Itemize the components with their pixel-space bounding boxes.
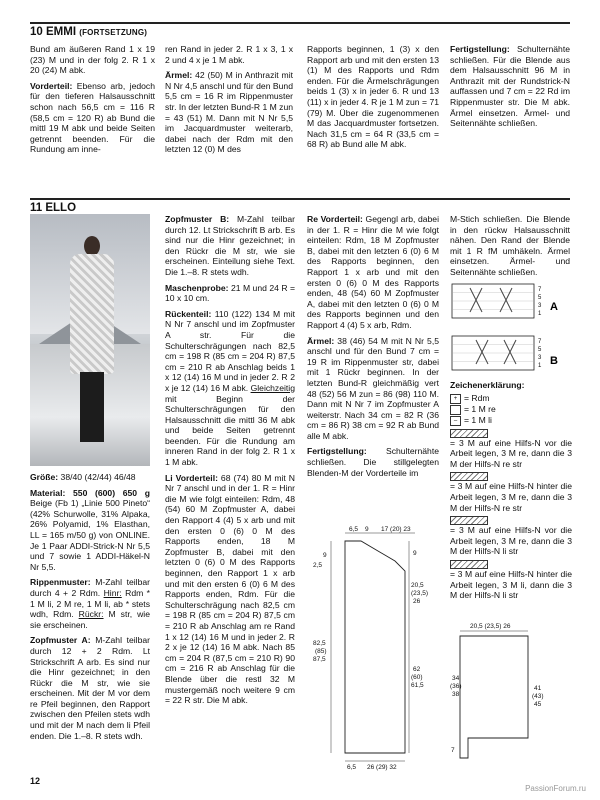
paragraph: Bund am äußeren Rand 1 x 19 (23) M und in der folg 2. R 1 x 20 (24) M abk. <box>30 44 155 76</box>
heading-aermel: Ärmel: <box>307 335 335 346</box>
model-photo <box>30 214 150 466</box>
heading-rippenmuster: Rippenmuster: <box>30 577 91 588</box>
section-title: 10 EMMI <box>30 26 77 38</box>
dim-label: 20,5 (23,5) 26 <box>470 623 511 630</box>
paragraph: 21 M und 24 R = 10 x 10 cm. <box>165 282 295 304</box>
paragraph: Schulternähte schließen. Für die Blende aus dem Halsausschnitt 96 M in Anthrazit mit der Rundstrick-N auffassen und 7 cm = 22 Rd im Rippenmuster str. Die M abk. Ärmel einsetzen. Ärmel- und Seitennähte schließen. <box>450 44 570 129</box>
row-number: 3 <box>538 355 542 361</box>
paragraph: Ebenso arb, jedoch für den tieferen Halsausschnitt schon nach 56,5 cm = 116 R (58,5 cm = 120 R) ab Bund die mittl 19 M abk und beide Seiten getrennt beenden. Für die Rundung am inne- <box>30 80 155 155</box>
legend-item <box>450 427 572 438</box>
heading-zopfmuster-a: Zopfmuster A: <box>30 635 91 646</box>
legend <box>450 380 572 601</box>
heading-re-vorderteil: Re Vorderteil: <box>307 214 363 224</box>
legend-text: = 1 M li <box>464 414 492 425</box>
ello-column-4 <box>450 214 570 283</box>
dim-label: 2,5 <box>313 562 323 569</box>
paragraph: M str, wie sie erscheinen. <box>30 609 150 630</box>
page-number: 12 <box>30 776 41 786</box>
dim-label: 20,5 <box>411 582 424 589</box>
underlined-term: Rückr: <box>78 609 104 620</box>
dim-label: 26 <box>413 598 421 605</box>
photo-cardigan <box>70 254 114 374</box>
dim-label: (43) <box>532 693 544 700</box>
heading-zopfmuster-b: Zopfmuster B: <box>165 214 230 224</box>
section-title: 11 ELLO <box>30 202 77 214</box>
cable-front-knit-symbol <box>450 429 488 438</box>
dim-label: (36) <box>450 683 462 690</box>
dim-label: (85) <box>315 648 327 655</box>
dim-label: 34 <box>452 675 460 682</box>
section-header-emmi <box>30 22 570 38</box>
watermark: PassionForum.ru <box>525 784 586 793</box>
emmi-column-4 <box>450 44 570 134</box>
emmi-column-3 <box>307 44 439 155</box>
legend-text: = 1 M re <box>464 403 496 414</box>
dim-label: 7 <box>451 747 455 754</box>
row-number: 1 <box>538 363 542 369</box>
front-outline <box>345 541 405 753</box>
ello-column-3 <box>307 214 439 483</box>
dim-label: 9 <box>365 526 369 533</box>
knit-stitch-symbol <box>450 405 461 415</box>
dim-label: 87,5 <box>313 656 326 663</box>
paragraph: M-Zahl teilbar durch 4 + 2 Rdm. <box>30 577 150 598</box>
paragraph: M-Zahl teilbar durch 12. Lt Strickschrift B arb. Es sind nur die Hinr gezeichnet; in den Rückr die M str, wie sie erscheinen. Einteilung siehe Text. Die 1.–8. R stets wdh. <box>165 214 295 277</box>
heading-li-vorderteil: Li Vorderteil: <box>165 472 218 483</box>
paragraph: ren Rand in jeder 2. R 1 x 3, 1 x 2 und 4 x je 1 M abk. <box>165 44 293 65</box>
dim-label: 61,5 <box>411 682 424 689</box>
row-number: 5 <box>538 295 542 301</box>
legend-text: = 3 M auf eine Hilfs-N vor die Arbeit legen, 3 M re, dann die 3 M der Hilfs-N re str <box>450 437 572 469</box>
paragraph: 38/40 (42/44) 46/48 <box>58 472 136 482</box>
row-number: 1 <box>538 311 542 317</box>
cable-front-purl-symbol <box>450 516 488 525</box>
purl-stitch-symbol: – <box>450 416 461 426</box>
paragraph: 38 (46) 54 M mit N Nr 5,5 anschl und für den Bund 7 cm = 19 R im Rippenmuster str, dabei mit 1 Rückr beginnen. In der letzten Bund-R gleichmäßig vert 48 (52) 56 M zun = 86 (98) 110 M. Dann mit N Nr 7 im Zopfmuster A weiterstr. Nach 34 cm = 82 R (36 cm = 86 R) 38 cm = 92 R ab Bund alle M abk. <box>307 335 439 441</box>
paragraph: 42 (50) M in Anthrazit mit N Nr 4,5 anschl und für den Bund 5,5 cm = 16 R im Rippenmuster str. In der letzten Bund-R 1 M zun = 43 (51) M. Dann mit N Nr 5,5 im Jacquardmuster weiterarb, dabei nach der Rdm mit den letzten 12 (0) M des <box>165 70 294 155</box>
chart-label-a: A <box>550 301 558 313</box>
paragraph: Rapports beginnen, 1 (3) x den Rapport arb und mit den ersten 13 (1) M des Rapports und Rdm enden. Für die Ärmelschrägungen beids 1 (3) x in jeder 6. R und 13 (11) x in jeder 4. R je 1 M zun = 71 (79) M. Über die zugenommenen M das Jacquardmuster fortsetzen. Nach 31,5 cm = 64 R (33,5 cm = 68 R) ab Bund alle M abk. <box>307 44 439 150</box>
cable-back-knit-symbol <box>450 472 488 481</box>
underlined-term: Hinr: <box>103 587 122 598</box>
sleeve-schematic <box>450 620 570 770</box>
paragraph: Beige (Fb 1) „Linie 500 Pineto“ (42% Schurwolle, 31% Alpaka, 26% Polyamid, 1% Elasthan, LL = 165 m/50 g) von ONLINE. Je 1 Paar ADDI-Strick-N Nr 5,5 und 7 sowie 1 ADDI-Häkel-N Nr 5,5. <box>30 498 150 572</box>
paragraph: Rdm * 1 M li, 2 M re, 1 M li, ab * stets wdh, Rdm. <box>30 587 151 620</box>
sleeve-outline <box>460 636 528 758</box>
ello-column-1 <box>30 472 150 746</box>
legend-item <box>450 415 572 426</box>
heading-rueckenteil: Rückenteil: <box>165 308 212 319</box>
row-number: 3 <box>538 303 542 309</box>
legend-item <box>450 470 572 481</box>
underlined-term: Gleichzeitig <box>250 382 295 393</box>
heading-maschenprobe: Maschenprobe: <box>165 282 229 293</box>
legend-item <box>450 514 572 525</box>
knitting-chart-b <box>450 334 565 374</box>
ello-column-2 <box>165 214 295 711</box>
emmi-column-2 <box>165 44 293 160</box>
paragraph: mit Beginn der Schulterschrägungen für den Halsausschnitt die mittl 36 M abk und beide Seiten getrennt beenden. Für die Rundung am inneren Rand in der folg 2. R 1 x 1 M abk. <box>165 393 295 468</box>
row-number: 5 <box>538 347 542 353</box>
chart-label-b: B <box>550 355 558 367</box>
legend-text: = 3 M auf eine Hilfs-N hinter die Arbeit legen, 3 M re, dann die 3 M der Hilfs-N re str <box>450 481 572 513</box>
section-subtitle: (FORTSETZUNG) <box>79 28 148 37</box>
dim-label: 9 <box>323 552 327 559</box>
section-header-ello <box>30 198 570 214</box>
photo-model-head <box>84 236 100 256</box>
photo-model-legs <box>80 372 104 442</box>
emmi-column-1 <box>30 44 155 160</box>
legend-text: = 3 M auf eine Hilfs-N hinter die Arbeit legen, 3 M li, dann die 3 M der Hilfs-N li str <box>450 568 572 601</box>
dim-label: 38 <box>452 691 460 698</box>
legend-title: Zeichenerklärung: <box>450 380 525 390</box>
dim-label: (23,5) <box>411 590 428 597</box>
paragraph: Schulternähte schließen. Die stillgelegten Blenden-M der Vorderteile im <box>307 446 439 478</box>
dim-label: (60) <box>411 674 423 681</box>
legend-text: = 3 M auf eine Hilfs-N vor die Arbeit legen, 3 M re, dann die 3 M der Hilfs-N li str <box>450 525 572 557</box>
legend-item <box>450 404 572 415</box>
paragraph: 110 (122) 134 M mit N Nr 7 anschl und im Zopfmuster A str. Für die Schulterschrägungen nach 82,5 cm = 198 R (85 cm = 204 R) 87,5 cm = 210 R ab Anschlag beids 1 x 12 (14) 16 M und in jeder 2. R 2 x je 12 (14) 16 M abk. <box>165 308 295 393</box>
dim-label: 26 (29) 32 <box>367 764 397 771</box>
paragraph: 68 (74) 80 M mit N Nr 7 anschl und in der 1. R = Hinr die M wie folgt einteilen: Rdm, 48 (54) 60 M Zopfmuster A, dabei den Rapport 4 (4) 5 x arb und mit den ersten 0 (6) 0 M des Rapports enden, 18 M Zopfmuster B, dabei mit den letzten 0 (6) 0 M des Rapports beginnen, den Rapport 1 x arb und mit den ersten 6 (0) 6 M des Rapports enden, Rdm. Für die Schulterschrägung nach 82,5 cm = 198 R (85 cm = 204 R) 87,5 cm = 210 R ab Anschlag am re Rand 1 x 12 (14) 16 M und in jeder 2. R 2 x je 12 (14) 16 M abk. Nach 85 cm = 204 R (87,5 cm = 210 R) 90 cm = 216 R ab Anschlag für die Blende über die restl 32 M mustergemäß noch weitere 9 cm = 22 R str. Die M abk. <box>165 472 295 706</box>
front-schematic <box>305 525 445 775</box>
paragraph: M-Stich schließen. Die Blende in den rückw Halsausschnitt nähen. Den Rand der Blende mit 1 R fM umhäkeln. Ärmel einsetzen. Ärmel- und Seitennähte schließen. <box>450 214 570 277</box>
cable-back-purl-symbol <box>450 560 488 569</box>
dim-label: 62 <box>413 666 421 673</box>
knitting-chart-a <box>450 282 565 322</box>
dim-label: 45 <box>534 701 542 708</box>
heading-aermel: Ärmel: <box>165 70 193 81</box>
heading-vorderteil: Vorderteil: <box>30 80 73 91</box>
heading-fertigstellung: Fertigstellung: <box>450 44 510 54</box>
heading-material: Material: 550 (600) 650 g <box>30 487 150 498</box>
dim-label: 41 <box>534 685 542 692</box>
heading-fertigstellung: Fertigstellung: <box>307 446 367 457</box>
dim-label: 6,5 <box>349 526 359 533</box>
heading-groesse: Größe: <box>30 472 59 482</box>
dim-label: 9 <box>413 550 417 557</box>
paragraph: Gegengl arb, dabei in der 1. R = Hinr die M wie folgt einteilen: Rdm, 18 M Zopfmuster B, dabei mit den letzten 6 (0) 6 M des Rapports beginnen, den Rapport 1 x arb und mit den ersten 0 (6) 0 M des Rapports enden, 48 (54) 60 M Zopfmuster A, dabei mit den letzten 0 (6) 0 M des Rapports beginnen und den Rapport 4 (4) 5 x arb, Rdm. <box>307 214 439 330</box>
legend-text: = Rdm <box>464 392 490 403</box>
paragraph: M-Zahl teilbar durch 12 + 2 Rdm. Lt Strickschrift A arb. Es sind nur die Hinr gezeichnet; in den Rückr die M str, wie sie erscheinen. Mit der M vor dem re Pfeil beginnen, den Rapport zwischen den Pfeilen stets wdh und mit der M nach dem li Pfeil enden. Die 1.–8. R stets wdh. <box>30 635 151 741</box>
row-number: 7 <box>538 287 542 293</box>
dim-label: 6,5 <box>347 764 357 771</box>
dim-label: 82,5 <box>313 640 326 647</box>
row-number: 7 <box>538 339 542 345</box>
edge-stitch-symbol: + <box>450 394 461 404</box>
dim-label: 17 (20) 23 <box>381 526 411 533</box>
legend-item <box>450 393 572 404</box>
legend-item <box>450 558 572 569</box>
